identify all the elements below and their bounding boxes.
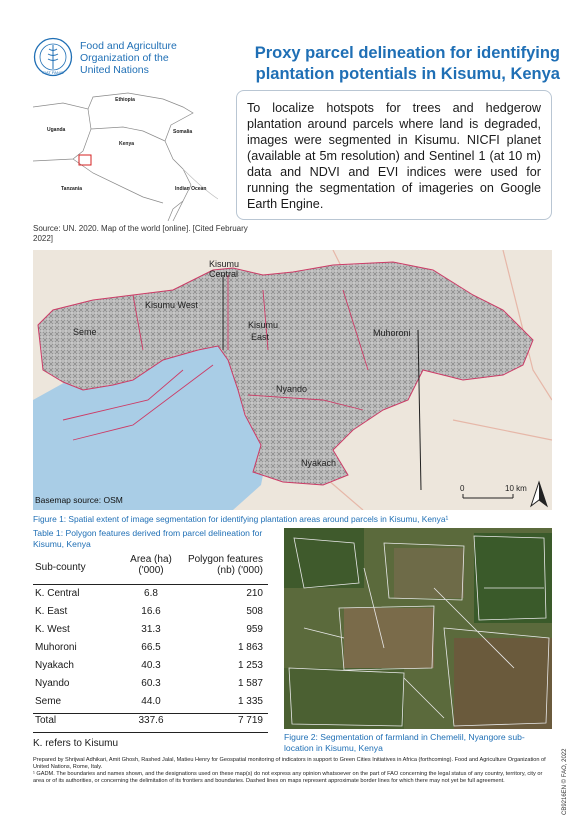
table-row: K. Central 6.8 210: [35, 588, 263, 599]
label-kisumu-east: Kisumu: [248, 320, 279, 330]
label-nyakach: Nyakach: [301, 458, 337, 468]
table-1-caption: Table 1: Polygon features derived from parcel delineation for Kisumu, Kenya: [33, 528, 263, 549]
table-header: [33, 554, 268, 584]
label-nyando: Nyando: [276, 384, 308, 394]
table-row: Nyakach 40.3 1 253: [35, 660, 263, 671]
label-kisumu-central-2: Central: [209, 269, 239, 279]
table-row: Seme 44.0 1 335: [35, 696, 263, 707]
inset-location-map: [33, 89, 218, 221]
document-title: Proxy parcel delineation for identifying plantation potentials in Kisumu, Kenya: [254, 44, 560, 83]
prepared-by: Prepared by Shrijwal Adhikari, Amit Ghosh, Rashed Jalal, Matieu Henry for Geospatial monitoring of indicators in support to Green Cities Initiatives in Africa (forthcoming). Food and Agriculture Organization of United Nations, Rome, Italy.: [33, 757, 546, 770]
label-somalia: Somalia: [173, 129, 193, 135]
table-note: K. refers to Kisumu: [33, 738, 119, 749]
credits: [33, 757, 553, 785]
label-kenya: Kenya: [119, 141, 135, 147]
col-polygon-features: Polygon features (nb) ('000): [187, 554, 263, 576]
polygon-features-table: [33, 554, 268, 734]
kisumu-segmentation-map: [33, 250, 552, 510]
basemap-source: Basemap source: OSM: [35, 495, 123, 505]
intro-text-box: To localize hotspots for trees and hedgerow plantation around parcels where land is degraded, images were segmented in Kisumu. NICFI planet (available at 5m resolution) and Sentinel 1 (at 10 m) data and NDVI and EVI indices were used for running the segmentation of imageries on Google Earth Engine.: [236, 90, 552, 220]
disclaimer-footnote: ¹ GADM. The boundaries and names shown, and the designations used on these map(s) do not express any opinion whatsoever on the part of FAO concerning the legal status of any country, territory, city or area or of its authorities, or concerning the delimitation of its frontiers and boundaries. Dashed lines on maps represent approximate border lines for which there may not yet be full agreement.: [33, 771, 543, 784]
col-area: Area (ha) ('000): [130, 554, 172, 576]
svg-text:FIAT PANIS: FIAT PANIS: [42, 70, 64, 75]
inset-map-source: Source: UN. 2020. Map of the world [online]. [Cited February 2022]: [33, 224, 248, 243]
label-ethiopia: Ethiopia: [115, 97, 135, 103]
col-sub-county: Sub-county: [35, 562, 86, 573]
svg-text:0: 0: [460, 484, 465, 493]
document-code: [556, 735, 570, 815]
label-kisumu-central: Kisumu: [209, 259, 240, 269]
label-indian-ocean: Indian Ocean: [175, 186, 207, 192]
fao-logo: [33, 37, 73, 77]
svg-text:CB9216EN © FAO, 2022: CB9216EN © FAO, 2022: [562, 748, 568, 815]
table-total-row: Total 337.6 7 719: [35, 715, 263, 726]
figure-2-caption: Figure 2: Segmentation of farmland in Chemelil, Nyangore sub-location in Kisumu, Kenya: [284, 732, 525, 753]
label-kisumu-west: Kisumu West: [145, 300, 198, 310]
table-row: Nyando 60.3 1 587: [35, 678, 263, 689]
label-muhoroni: Muhoroni: [373, 328, 411, 338]
label-uganda: Uganda: [47, 127, 66, 133]
figure-1-caption: Figure 1: Spatial extent of image segmentation for identifying plantation areas around parcels in Kisumu, Kenya¹: [33, 514, 449, 524]
organization-name: Food and Agriculture Organization of the United Nations: [80, 40, 177, 76]
svg-text:10 km: 10 km: [505, 484, 527, 493]
table-row: K. East 16.6 508: [35, 606, 263, 617]
farmland-segmentation-image: [284, 528, 552, 729]
table-row: K. West 31.3 959: [35, 624, 263, 635]
label-tanzania: Tanzania: [61, 186, 83, 192]
label-seme: Seme: [73, 327, 97, 337]
label-kisumu-east-2: East: [251, 332, 270, 342]
table-row: Muhoroni 66.5 1 863: [35, 642, 263, 653]
